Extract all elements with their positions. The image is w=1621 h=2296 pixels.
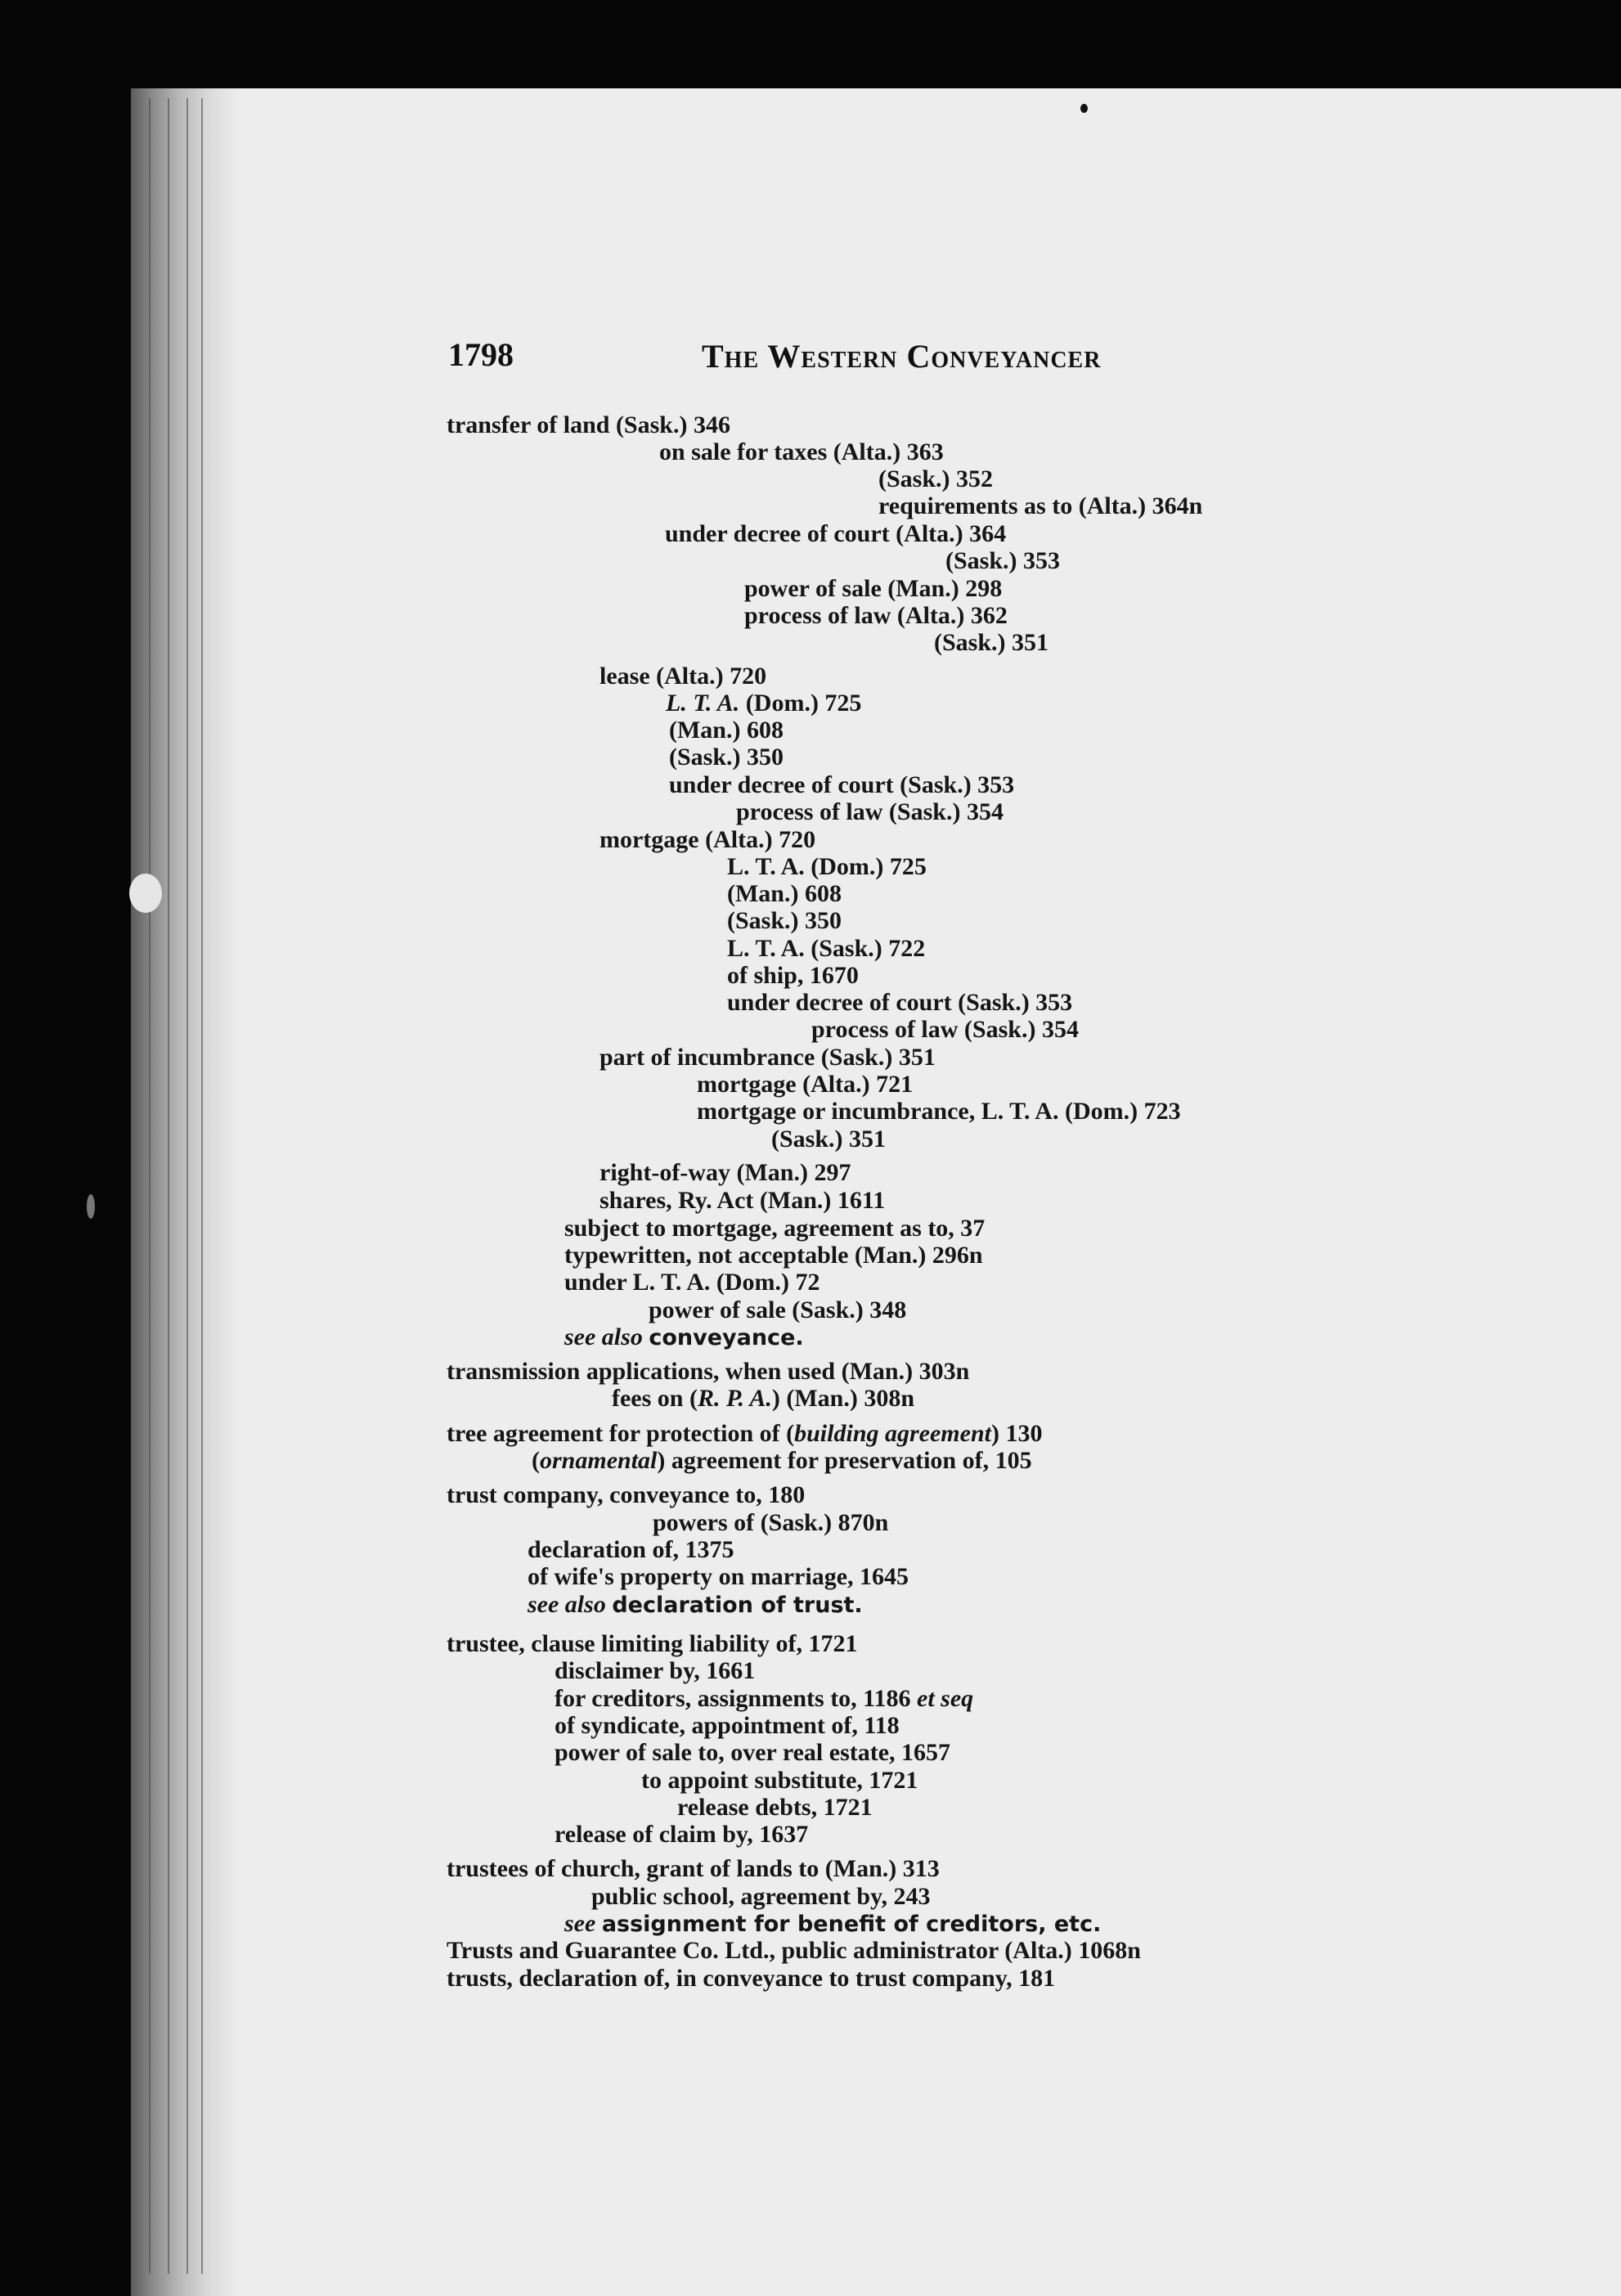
page-edge-line <box>201 98 203 2274</box>
index-line: of wife's property on marriage, 1645 <box>528 1563 909 1590</box>
index-line: powers of (Sask.) 870n <box>653 1509 889 1536</box>
index-line: trustees of church, grant of lands to (Man.) 313 <box>447 1855 940 1882</box>
index-line: under L. T. A. (Dom.) 72 <box>564 1269 820 1296</box>
index-line: disclaimer by, 1661 <box>555 1657 756 1684</box>
index-line: see also conveyance. <box>564 1323 804 1350</box>
index-line: (Sask.) 353 <box>945 547 1061 574</box>
index-line: (ornamental) agreement for preservation of, 105 <box>532 1447 1032 1474</box>
page-edge-shadow <box>131 88 237 2296</box>
index-line: for creditors, assignments to, 1186 et seq <box>555 1685 974 1712</box>
index-line: (Man.) 608 <box>727 880 842 907</box>
scan-artifact <box>129 874 162 913</box>
index-line: mortgage or incumbrance, L. T. A. (Dom.) 723 <box>697 1098 1181 1125</box>
index-line: fees on (R. P. A.) (Man.) 308n <box>612 1385 915 1412</box>
index-line: trusts, declaration of, in conveyance to trust company, 181 <box>447 1965 1056 1992</box>
index-line: (Sask.) 352 <box>878 465 994 492</box>
page-number: 1798 <box>448 336 514 373</box>
index-line: right-of-way (Man.) 297 <box>599 1159 851 1186</box>
dust-speck <box>1080 104 1088 113</box>
index-line: release debts, 1721 <box>677 1794 873 1821</box>
index-line: Trusts and Guarantee Co. Ltd., public administrator (Alta.) 1068n <box>447 1937 1141 1964</box>
index-line: tree agreement for protection of (building agreement) 130 <box>447 1420 1043 1447</box>
index-line: under decree of court (Sask.) 353 <box>727 989 1073 1016</box>
index-line: mortgage (Alta.) 721 <box>697 1071 914 1098</box>
page-edge-line <box>168 98 169 2274</box>
running-title: The Western Conveyancer <box>702 338 1102 375</box>
index-line: declaration of, 1375 <box>528 1536 734 1563</box>
page-edge-line <box>149 98 150 2274</box>
index-line: of syndicate, appointment of, 118 <box>555 1712 900 1739</box>
index-line: see assignment for benefit of creditors, etc. <box>564 1910 1102 1937</box>
index-line: subject to mortgage, agreement as to, 37 <box>564 1215 986 1242</box>
index-line: transmission applications, when used (Man.) 303n <box>447 1358 970 1385</box>
index-line: release of claim by, 1637 <box>555 1821 809 1848</box>
index-line: (Man.) 608 <box>669 717 784 744</box>
index-line: on sale for taxes (Alta.) 363 <box>659 438 944 465</box>
index-line: L. T. A. (Dom.) 725 <box>666 690 862 717</box>
index-line: (Sask.) 350 <box>669 744 784 771</box>
index-line: to appoint substitute, 1721 <box>641 1767 918 1794</box>
index-line: mortgage (Alta.) 720 <box>599 826 816 853</box>
index-line: part of incumbrance (Sask.) 351 <box>599 1044 936 1071</box>
index-line: trust company, conveyance to, 180 <box>447 1481 806 1508</box>
index-line: power of sale to, over real estate, 1657 <box>555 1739 951 1766</box>
index-line: process of law (Alta.) 362 <box>744 602 1008 629</box>
index-line: requirements as to (Alta.) 364n <box>878 492 1203 519</box>
index-line: L. T. A. (Sask.) 722 <box>727 935 926 962</box>
page-edge-line <box>186 98 188 2274</box>
scan-artifact <box>87 1194 95 1219</box>
index-line: of ship, 1670 <box>727 962 859 989</box>
index-line: power of sale (Sask.) 348 <box>649 1296 907 1323</box>
index-line: see also declaration of trust. <box>528 1591 863 1618</box>
index-line: public school, agreement by, 243 <box>591 1883 931 1910</box>
index-line: under decree of court (Sask.) 353 <box>669 771 1015 798</box>
index-line: L. T. A. (Dom.) 725 <box>727 853 927 880</box>
index-line: shares, Ry. Act (Man.) 1611 <box>599 1187 886 1214</box>
index-line: process of law (Sask.) 354 <box>811 1016 1079 1043</box>
index-line: transfer of land (Sask.) 346 <box>447 411 730 438</box>
index-line: (Sask.) 351 <box>771 1126 887 1152</box>
index-line: (Sask.) 351 <box>934 629 1049 656</box>
index-line: power of sale (Man.) 298 <box>744 575 1003 602</box>
index-line: under decree of court (Alta.) 364 <box>665 520 1007 547</box>
index-line: lease (Alta.) 720 <box>599 663 767 690</box>
index-line: trustee, clause limiting liability of, 1721 <box>447 1630 858 1657</box>
index-line: (Sask.) 350 <box>727 907 842 934</box>
index-line: typewritten, not acceptable (Man.) 296n <box>564 1242 983 1269</box>
index-line: process of law (Sask.) 354 <box>736 798 1004 825</box>
